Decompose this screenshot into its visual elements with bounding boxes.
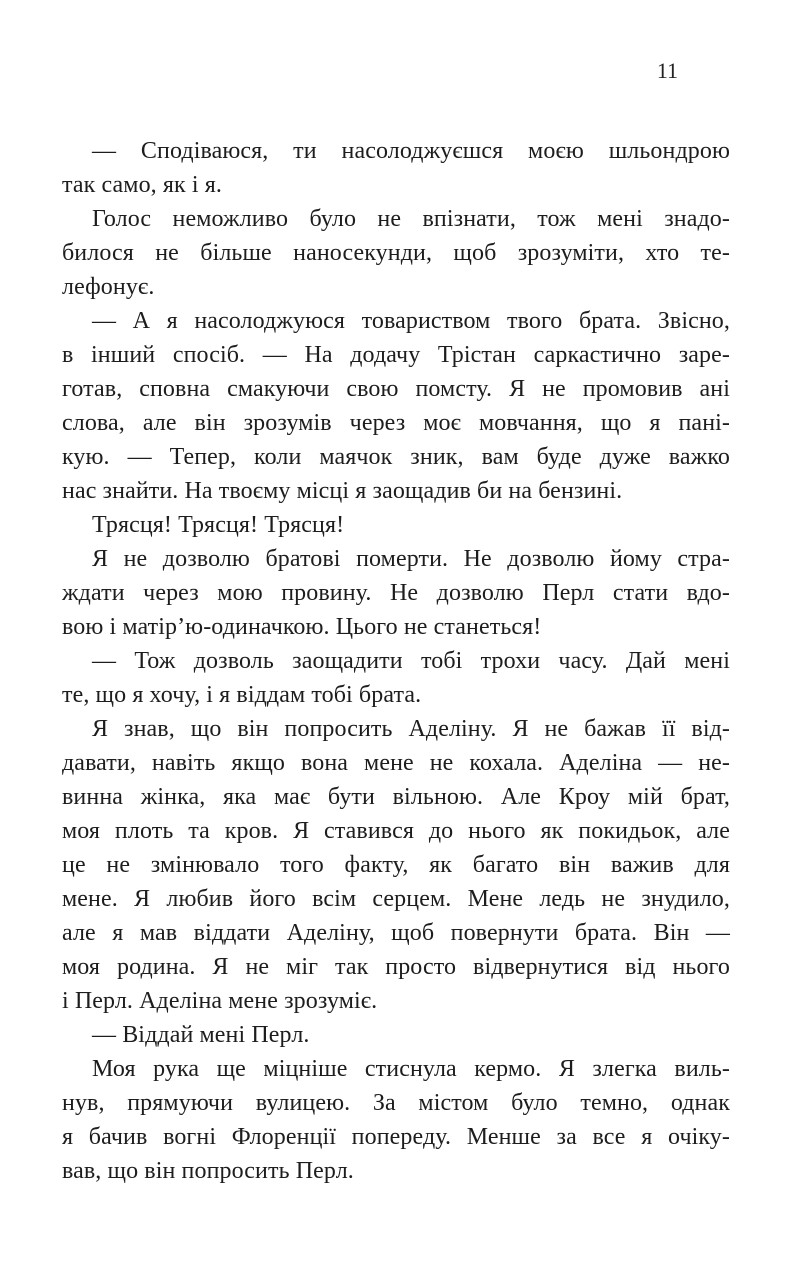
paragraph xyxy=(62,644,730,712)
paragraph xyxy=(62,712,730,1018)
paragraph xyxy=(62,508,730,542)
paragraph xyxy=(62,542,730,644)
text-line: нув, прямуючи вулицею. За містом було темно, однак xyxy=(62,1090,730,1116)
text-line: Моя рука ще міцніше стиснула кермо. Я злегка виль- xyxy=(92,1056,730,1082)
text-line: кую. — Тепер, коли маячок зник, вам буде дуже важко xyxy=(62,444,730,470)
text-line: винна жінка, яка має бути вільною. Але Кроу мій брат, xyxy=(62,784,730,810)
text-line: — Віддай мені Перл. xyxy=(92,1022,310,1048)
text-line: билося не більше наносекунди, щоб зрозуміти, хто те- xyxy=(62,240,730,266)
page-number: 11 xyxy=(656,58,678,83)
text-line: моя плоть та кров. Я ставився до нього як покидьок, але xyxy=(62,818,730,844)
text-line: мене. Я любив його всім серцем. Мене ледь не знудило, xyxy=(62,886,730,912)
text-line: ждати через мою провину. Не дозволю Перл стати вдо- xyxy=(62,580,730,606)
text-line: слова, але він зрозумів через моє мовчання, що я пані- xyxy=(62,410,730,436)
text-line: Трясця! Трясця! Трясця! xyxy=(92,512,345,538)
paragraph xyxy=(62,304,730,508)
text-line: в інший спосіб. — На додачу Трістан саркастично заре- xyxy=(62,342,730,368)
paragraph xyxy=(62,134,730,202)
text-line: Я не дозволю братові померти. Не дозволю йому стра- xyxy=(92,546,730,572)
text-line: — А я насолоджуюся товариством твого брата. Звісно, xyxy=(92,308,730,334)
paragraph xyxy=(62,1052,730,1188)
text-line: те, що я хочу, і я віддам тобі брата. xyxy=(62,682,422,708)
text-line: нас знайти. На твоєму місці я заощадив би на бензині. xyxy=(62,478,623,504)
text-line: але я мав віддати Аделіну, щоб повернути брата. Він — xyxy=(62,920,730,946)
text-line: і Перл. Аделіна мене зрозуміє. xyxy=(62,988,378,1014)
text-line: — Тож дозволь заощадити тобі трохи часу. Дай мені xyxy=(92,648,730,674)
text-line: я бачив вогні Флоренції попереду. Менше за все я очіку- xyxy=(62,1124,730,1150)
text-line: так само, як і я. xyxy=(62,172,222,198)
text-line: вою і матір’ю-одиначкою. Цього не станеться! xyxy=(62,614,542,640)
text-line: це не змінювало того факту, як багато він важив для xyxy=(62,852,730,878)
text-line: лефонує. xyxy=(62,274,155,300)
text-line: давати, навіть якщо вона мене не кохала. Аделіна — не- xyxy=(62,750,730,776)
text-line: готав, сповна смакуючи свою помсту. Я не промовив ані xyxy=(62,376,730,402)
text-line: — Сподіваюся, ти насолоджуєшся моєю шльондрою xyxy=(92,138,730,164)
paragraph xyxy=(62,1018,730,1052)
text-line: Я знав, що він попросить Аделіну. Я не бажав її від- xyxy=(92,716,730,742)
text-line: Голос неможливо було не впізнати, тож мені знадо- xyxy=(92,206,730,232)
paragraph xyxy=(62,202,730,304)
text-block xyxy=(62,134,730,1188)
text-line: моя родина. Я не міг так просто відвернутися від нього xyxy=(62,954,730,980)
text-line: вав, що він попросить Перл. xyxy=(62,1158,354,1184)
